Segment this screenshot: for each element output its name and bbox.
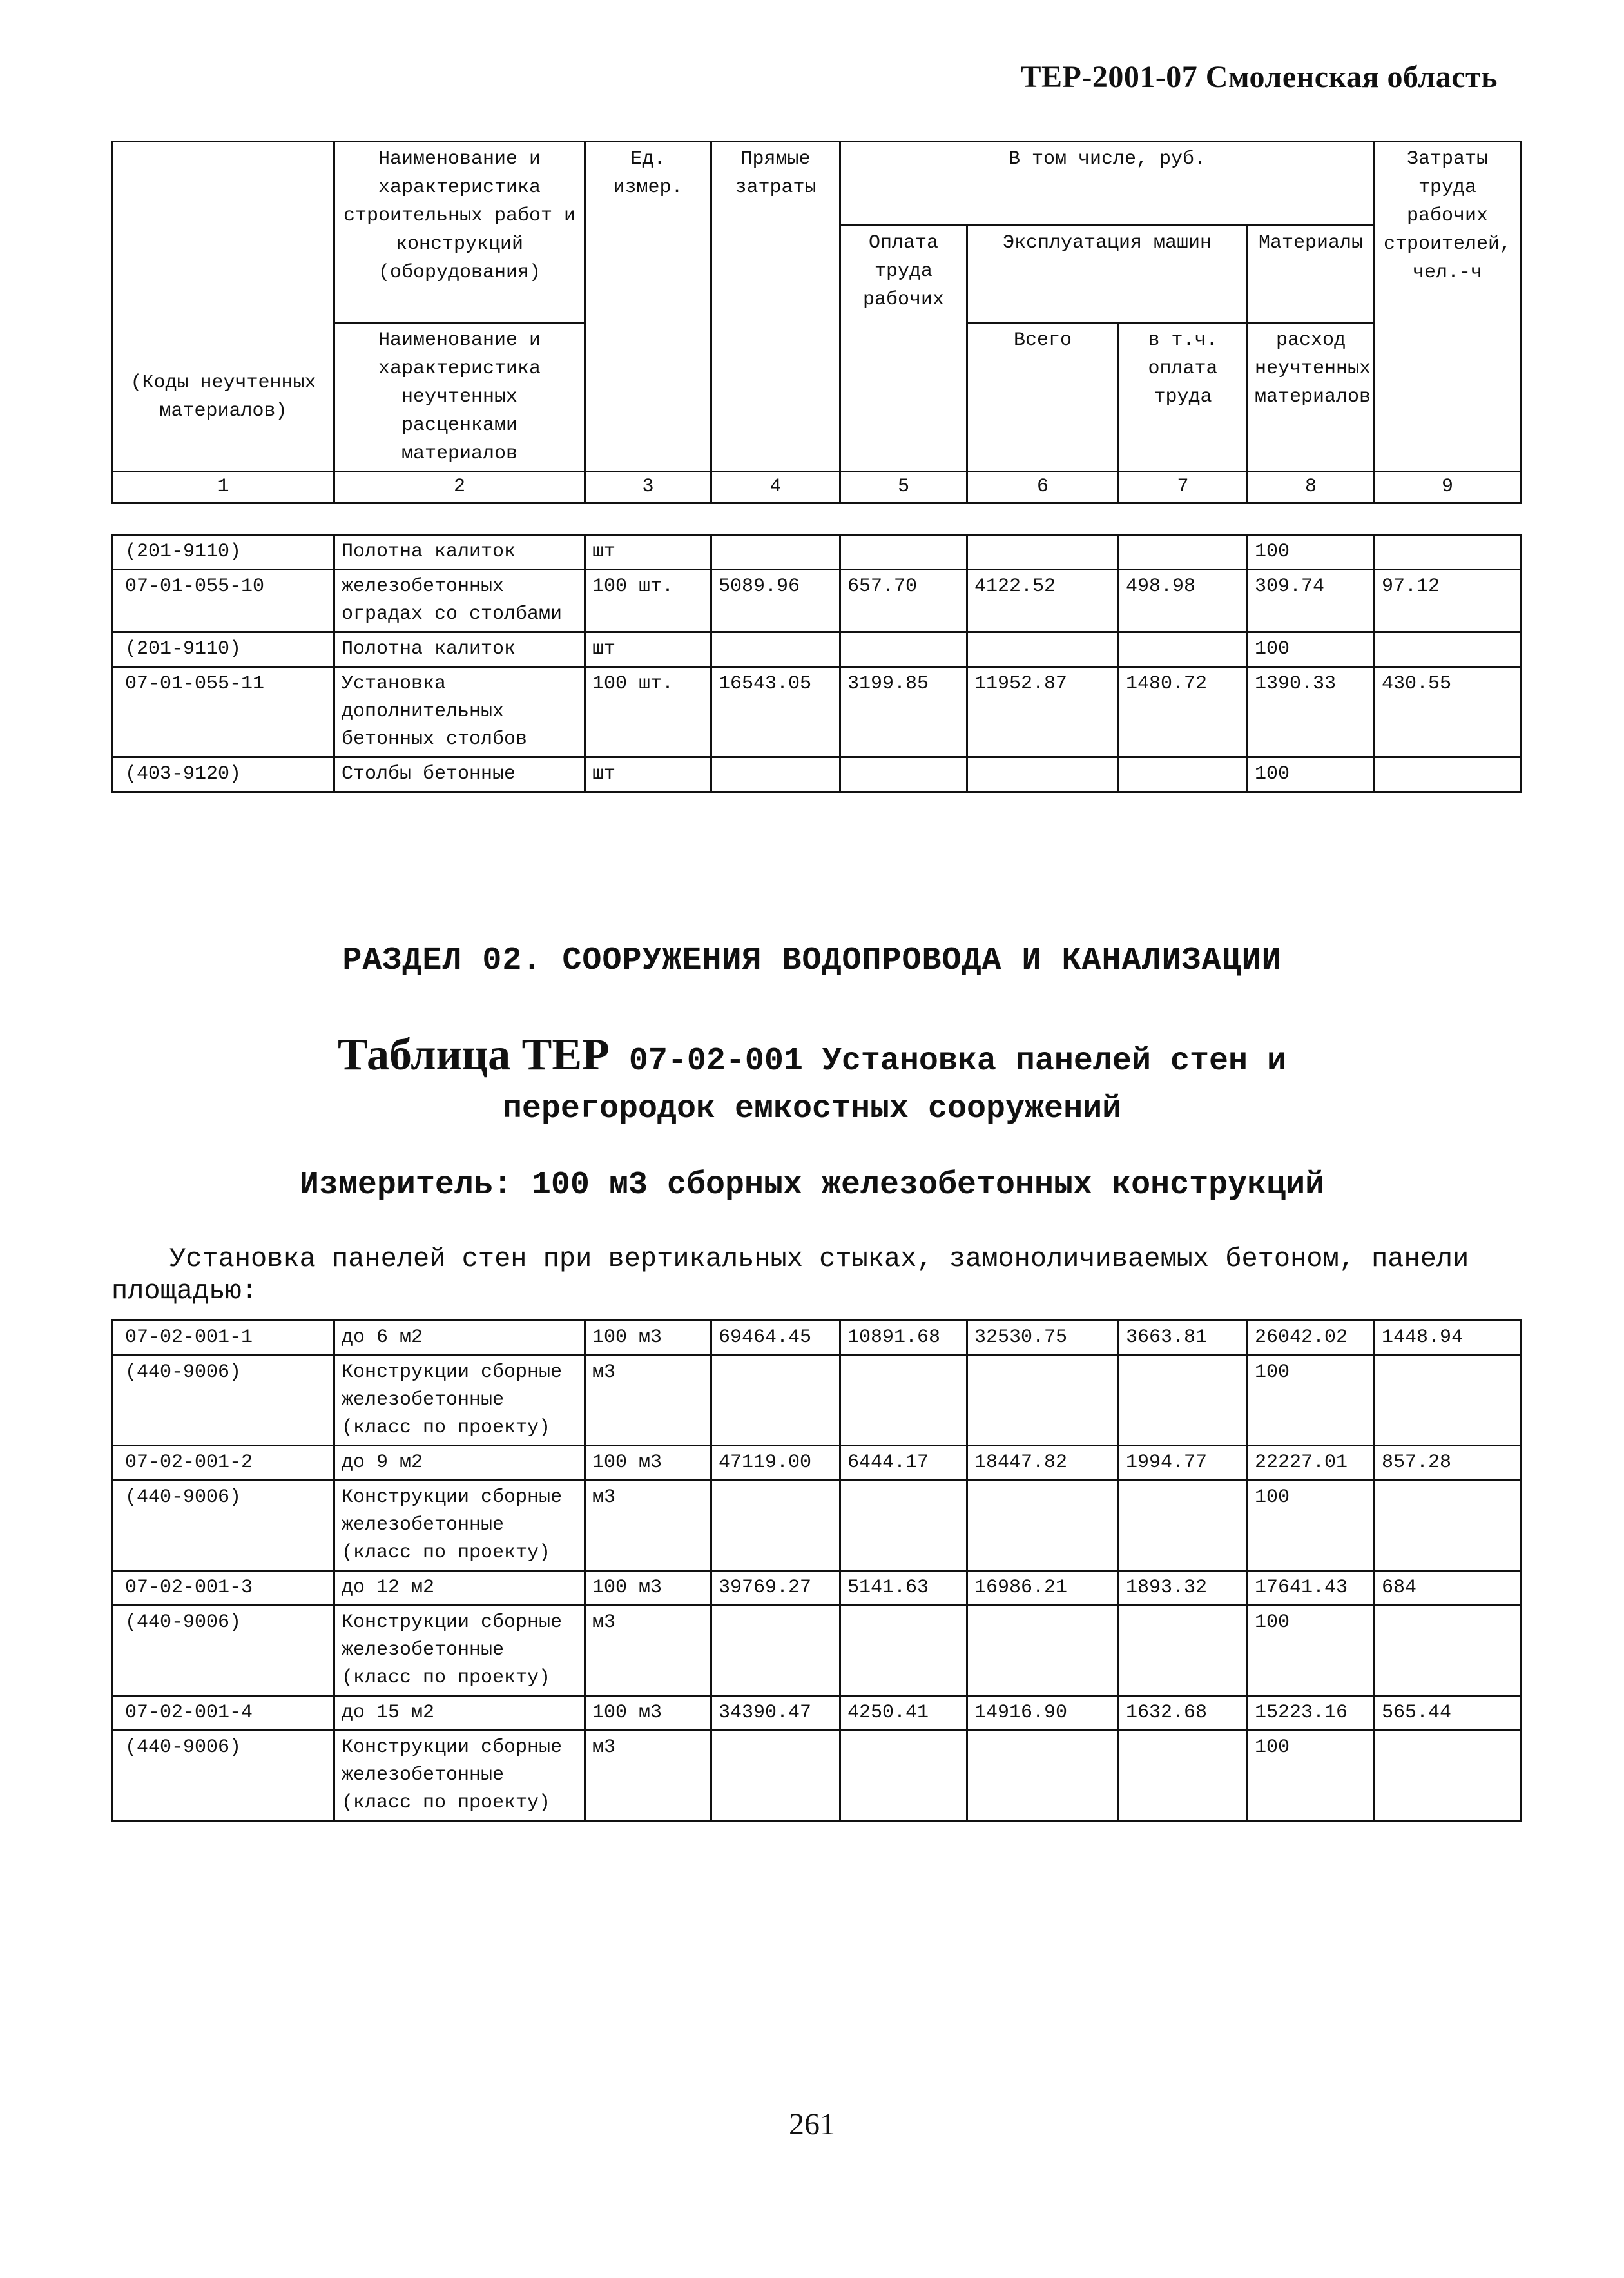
cell-labor: 565.44	[1375, 1696, 1521, 1731]
cell-wages	[840, 1731, 967, 1821]
direct-costs-header: Прямые затраты	[711, 142, 840, 472]
materials-header: Материалы	[1248, 226, 1375, 323]
column-number: 9	[1375, 472, 1521, 503]
labor-header: Затраты труда рабочих строителей, чел.-ч	[1375, 142, 1521, 472]
cell-name: Столбы бетонные	[334, 757, 585, 792]
intro-text: Установка панелей стен при вертикальных стыках, замоноличиваемых бетоном, панели площадью:	[111, 1243, 1469, 1307]
cell-labor: 1448.94	[1375, 1321, 1521, 1356]
column-number: 8	[1248, 472, 1375, 503]
cell-direct	[711, 1606, 840, 1696]
cell-labor: 857.28	[1375, 1446, 1521, 1481]
cell-unit: м3	[585, 1356, 711, 1446]
table-row	[113, 1571, 1521, 1606]
cell-name: Конструкции сборные железобетонные (класс по проекту)	[334, 1356, 585, 1446]
cell-code: (201-9110)	[113, 632, 334, 667]
cell-machines: 14916.90	[967, 1696, 1119, 1731]
table-title-line1: 07-02-001 Установка панелей стен и	[628, 1043, 1286, 1080]
unit-header: Ед. измер.	[585, 142, 711, 472]
cell-unit: 100 м3	[585, 1696, 711, 1731]
cell-materials: 309.74	[1248, 570, 1375, 632]
cell-wages	[840, 632, 967, 667]
cell-wages	[840, 1356, 967, 1446]
table-row	[113, 1321, 1521, 1356]
cell-machines-wages	[1119, 1731, 1248, 1821]
column-number: 7	[1119, 472, 1248, 503]
wages-header: Оплата труда рабочих	[840, 226, 967, 472]
cell-direct	[711, 1481, 840, 1571]
table-row	[113, 535, 1521, 570]
table-row	[113, 1696, 1521, 1731]
cell-machines-wages	[1119, 1356, 1248, 1446]
cell-code: 07-01-055-11	[113, 667, 334, 757]
materials-unaccounted-header: расход неучтенных материалов	[1248, 323, 1375, 472]
cell-labor	[1375, 1481, 1521, 1571]
cell-unit: 100 м3	[585, 1321, 711, 1356]
table-row	[113, 632, 1521, 667]
cell-wages	[840, 535, 967, 570]
cell-unit: 100 шт.	[585, 667, 711, 757]
cell-machines-wages	[1119, 1481, 1248, 1571]
cell-machines-wages: 1893.32	[1119, 1571, 1248, 1606]
cell-machines-wages	[1119, 632, 1248, 667]
cell-wages: 3199.85	[840, 667, 967, 757]
cell-code: (440-9006)	[113, 1481, 334, 1571]
cell-labor: 684	[1375, 1571, 1521, 1606]
cell-materials: 22227.01	[1248, 1446, 1375, 1481]
cell-unit: 100 м3	[585, 1571, 711, 1606]
table-row	[113, 667, 1521, 757]
cell-wages: 10891.68	[840, 1321, 967, 1356]
cell-wages: 5141.63	[840, 1571, 967, 1606]
table-title	[0, 1031, 1624, 1133]
table-row	[113, 1606, 1521, 1696]
cell-code: 07-02-001-4	[113, 1696, 334, 1731]
cell-labor	[1375, 632, 1521, 667]
cell-machines-wages: 498.98	[1119, 570, 1248, 632]
name-header-2: Наименование и характеристика неучтенных расценками материалов	[334, 323, 585, 472]
column-number: 5	[840, 472, 967, 503]
cell-direct	[711, 632, 840, 667]
cell-materials: 100	[1248, 757, 1375, 792]
page-number: 261	[789, 2107, 835, 2141]
cell-unit: шт	[585, 757, 711, 792]
cell-materials: 100	[1248, 632, 1375, 667]
table-title-prefix: Таблица ТЕР	[338, 1030, 610, 1080]
cell-name: до 6 м2	[334, 1321, 585, 1356]
cell-code: (403-9120)	[113, 757, 334, 792]
column-number: 2	[334, 472, 585, 503]
cell-machines	[967, 1606, 1119, 1696]
cell-name: железобетонных оградах со столбами	[334, 570, 585, 632]
column-number: 3	[585, 472, 711, 503]
cell-materials: 100	[1248, 1481, 1375, 1571]
cell-wages	[840, 1481, 967, 1571]
cell-machines-wages: 1480.72	[1119, 667, 1248, 757]
cell-machines: 32530.75	[967, 1321, 1119, 1356]
column-number: 4	[711, 472, 840, 503]
machines-total-header: Всего	[967, 323, 1119, 472]
cell-wages	[840, 757, 967, 792]
rates-table-top	[111, 534, 1522, 793]
cell-materials: 100	[1248, 535, 1375, 570]
cell-labor	[1375, 535, 1521, 570]
cell-code: (440-9006)	[113, 1606, 334, 1696]
cell-direct	[711, 1356, 840, 1446]
cell-code: (440-9006)	[113, 1356, 334, 1446]
table-row	[113, 757, 1521, 792]
cell-direct	[711, 535, 840, 570]
cell-name: до 9 м2	[334, 1446, 585, 1481]
cell-machines: 11952.87	[967, 667, 1119, 757]
cell-machines	[967, 1731, 1119, 1821]
cell-wages: 4250.41	[840, 1696, 967, 1731]
cell-materials: 1390.33	[1248, 667, 1375, 757]
cell-labor: 97.12	[1375, 570, 1521, 632]
cell-unit: м3	[585, 1606, 711, 1696]
cell-labor: 430.55	[1375, 667, 1521, 757]
cell-materials: 100	[1248, 1606, 1375, 1696]
cell-code: 07-01-055-10	[113, 570, 334, 632]
cell-machines-wages: 3663.81	[1119, 1321, 1248, 1356]
column-number: 1	[113, 472, 334, 503]
cell-unit: шт	[585, 632, 711, 667]
cell-materials: 26042.02	[1248, 1321, 1375, 1356]
machines-wages-header: в т.ч. оплата труда	[1119, 323, 1248, 472]
cell-code: 07-02-001-3	[113, 1571, 334, 1606]
cell-wages: 6444.17	[840, 1446, 967, 1481]
cell-name: Установка дополнительных бетонных столбов	[334, 667, 585, 757]
cell-machines	[967, 535, 1119, 570]
cell-machines-wages	[1119, 1606, 1248, 1696]
cell-materials: 17641.43	[1248, 1571, 1375, 1606]
name-header: Наименование и характеристика строительных работ и конструкций (оборудования)	[334, 142, 585, 323]
cell-wages: 657.70	[840, 570, 967, 632]
cell-materials: 100	[1248, 1731, 1375, 1821]
cell-machines-wages: 1994.77	[1119, 1446, 1248, 1481]
cell-name: до 15 м2	[334, 1696, 585, 1731]
cell-direct	[711, 757, 840, 792]
cell-materials: 15223.16	[1248, 1696, 1375, 1731]
table-title-line2: перегородок емкостных сооружений	[502, 1091, 1122, 1127]
cell-direct: 39769.27	[711, 1571, 840, 1606]
cell-unit: 100 м3	[585, 1446, 711, 1481]
cell-machines-wages: 1632.68	[1119, 1696, 1248, 1731]
cell-direct: 5089.96	[711, 570, 840, 632]
cell-machines-wages	[1119, 757, 1248, 792]
cell-machines	[967, 1481, 1119, 1571]
table-row	[113, 1356, 1521, 1446]
table-row	[113, 1446, 1521, 1481]
cell-labor	[1375, 1731, 1521, 1821]
cell-direct: 16543.05	[711, 667, 840, 757]
cell-direct	[711, 1731, 840, 1821]
column-number: 6	[967, 472, 1119, 503]
codes-header: (Коды неучтенных материалов)	[113, 142, 334, 472]
cell-name: Конструкции сборные железобетонные (класс по проекту)	[334, 1481, 585, 1571]
cell-wages	[840, 1606, 967, 1696]
cell-labor	[1375, 757, 1521, 792]
cell-machines	[967, 757, 1119, 792]
table-row	[113, 570, 1521, 632]
cell-direct: 34390.47	[711, 1696, 840, 1731]
cell-code: 07-02-001-2	[113, 1446, 334, 1481]
cell-unit: шт	[585, 535, 711, 570]
running-header: ТЕР-2001-07 Смоленская область	[1020, 60, 1498, 94]
cell-machines-wages	[1119, 535, 1248, 570]
cell-code: (440-9006)	[113, 1731, 334, 1821]
incl-header: В том числе, руб.	[840, 142, 1375, 226]
table-row	[113, 1731, 1521, 1821]
cell-code: 07-02-001-1	[113, 1321, 334, 1356]
cell-machines: 16986.21	[967, 1571, 1119, 1606]
cell-machines: 18447.82	[967, 1446, 1119, 1481]
cell-name: Конструкции сборные железобетонные (класс по проекту)	[334, 1606, 585, 1696]
cell-direct: 47119.00	[711, 1446, 840, 1481]
cell-code: (201-9110)	[113, 535, 334, 570]
cell-labor	[1375, 1606, 1521, 1696]
cell-unit: м3	[585, 1481, 711, 1571]
machines-header: Эксплуатация машин	[967, 226, 1248, 323]
table-row	[113, 1481, 1521, 1571]
cell-materials: 100	[1248, 1356, 1375, 1446]
cell-name: Полотна калиток	[334, 535, 585, 570]
cell-labor	[1375, 1356, 1521, 1446]
rates-table-main	[111, 1319, 1522, 1822]
cell-direct: 69464.45	[711, 1321, 840, 1356]
cell-name: до 12 м2	[334, 1571, 585, 1606]
cell-name: Полотна калиток	[334, 632, 585, 667]
section-title: РАЗДЕЛ 02. СООРУЖЕНИЯ ВОДОПРОВОДА И КАНАЛИЗАЦИИ	[342, 942, 1282, 979]
cell-machines: 4122.52	[967, 570, 1119, 632]
cell-unit: м3	[585, 1731, 711, 1821]
cell-name: Конструкции сборные железобетонные (класс по проекту)	[334, 1731, 585, 1821]
column-header-table	[111, 141, 1522, 504]
cell-machines	[967, 632, 1119, 667]
cell-machines	[967, 1356, 1119, 1446]
measure-unit: Измеритель: 100 м3 сборных железобетонных конструкций	[299, 1167, 1325, 1203]
cell-unit: 100 шт.	[585, 570, 711, 632]
